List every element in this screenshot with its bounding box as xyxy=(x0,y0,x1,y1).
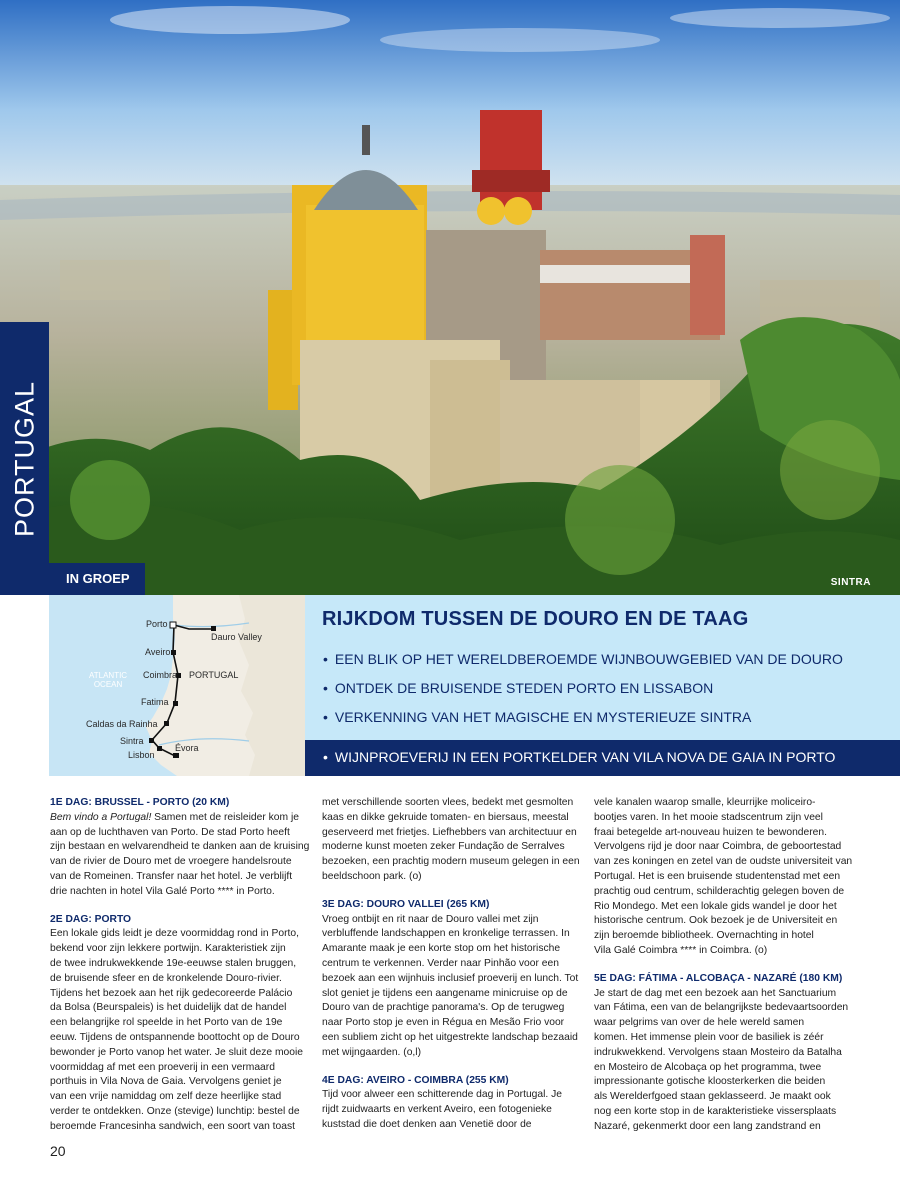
text-line: rijdt zuidwaarts en verkent Aveiro, een fotogenieke xyxy=(322,1104,552,1116)
day-4-heading: 4E DAG: AVEIRO - COIMBRA (255 KM) xyxy=(322,1074,509,1086)
itinerary-column-3 xyxy=(594,796,852,1135)
day-1-intro-italic: Bem vindo a Portugal! xyxy=(50,811,152,823)
text-line: Tijd voor alweer een schitterende dag in Portugal. Je xyxy=(322,1089,563,1101)
map-sea-line-1: ATLANTIC xyxy=(89,671,128,680)
map-sea-label xyxy=(89,671,127,689)
text-line: verder te ontdekken. Onze (stevige) lunchtip: bestel de xyxy=(50,1105,300,1117)
text-line: beeldschoon park. (o) xyxy=(322,870,422,882)
country-label: PORTUGAL xyxy=(9,380,39,537)
text-line: Portugal. Het is een bruisende studentenstad met een xyxy=(594,870,841,882)
tour-title: RIJKDOM TUSSEN DE DOURO EN DE TAAG xyxy=(322,608,749,630)
day-2-heading: 2E DAG: PORTO xyxy=(50,913,132,925)
text-line: Amarante maak je een korte stop om het historische xyxy=(322,943,561,955)
highlights-panel xyxy=(305,595,900,776)
text-line: waar pelgrims van over de hele wereld samen xyxy=(594,1017,805,1029)
highlight-item: • VERKENNING VAN HET MAGISCHE EN MYSTERIEUZE SINTRA xyxy=(323,709,751,725)
text-line: zijn bestaan en welvarendheid te danken aan de kruising xyxy=(50,841,310,853)
text-line: historische centrum. Ook bezoek je de Universiteit en xyxy=(594,915,838,927)
text-line: geserveerd met frietjes. Liefhebbers van architectuur en xyxy=(322,826,577,838)
text-line: eeuw. Tijdens de ontspannende boottocht op de Douro xyxy=(50,1031,300,1043)
highlight-bar-text: • WIJNPROEVERIJ IN EEN PORTKELDER VAN VILA NOVA DE GAIA IN PORTO xyxy=(323,749,835,765)
itinerary-column-1 xyxy=(50,796,310,1135)
text-line: een belangrijke rol speelde in het Porto van de 19e xyxy=(50,1017,283,1029)
text-line: met verschillende soorten vlees, bedekt met gesmolten xyxy=(322,797,574,808)
highlight-item: • ONTDEK DE BRUISENDE STEDEN PORTO EN LISSABON xyxy=(323,680,713,696)
map-city-sintra: Sintra xyxy=(120,736,144,746)
map-country-label: PORTUGAL xyxy=(189,670,239,680)
highlight-bar xyxy=(305,740,900,776)
in-group-badge: IN GROEP xyxy=(49,563,145,595)
text-line: beroemde Francesinha sandwich, een soort van toast xyxy=(50,1120,295,1132)
map-city-porto: Porto xyxy=(146,619,168,629)
day-3-heading: 3E DAG: DOURO VALLEI (265 KM) xyxy=(322,898,490,910)
text-line: Vroeg ontbijt en rit naar de Douro vallei met zijn xyxy=(322,913,539,925)
text-line: en Mosteiro de Alcobaça op het programma, twee xyxy=(594,1061,822,1073)
text-line: bekend voor zijn lekkere portwijn. Karakteristiek zijn xyxy=(50,943,286,955)
day-1-heading: 1E DAG: BRUSSEL - PORTO (20 KM) xyxy=(50,797,230,808)
map-city-fatima: Fatima xyxy=(141,697,169,707)
text-line: naar Porto stop je even in Régua en Mesão Frio voor xyxy=(322,1017,565,1029)
map-city-douro: Dauro Valley xyxy=(211,632,262,642)
text-line: fraai betegelde art-nouveau huizen te bewonderen. xyxy=(594,826,827,838)
itinerary-column-2 xyxy=(322,796,580,1133)
text-line: nog een korte stop in de karakteristieke vissersplaats xyxy=(594,1105,837,1117)
text-line: vele kanalen waarop smalle, kleurrijke moliceiro- xyxy=(594,797,816,808)
text-line: zijn beroemde bibliotheek. Overnachting in hotel xyxy=(594,930,814,942)
map-city-coimbra: Coimbra xyxy=(143,670,178,680)
country-side-tab xyxy=(0,322,49,595)
map-city-caldas: Caldas da Rainha xyxy=(86,719,158,729)
page-number: 20 xyxy=(50,1143,66,1159)
text-line: kaas en dikke gekruide tomaten- en biersaus, meestal xyxy=(322,811,569,823)
text-line: komen. Het immense plein voor de basiliek is zéér xyxy=(594,1031,824,1043)
text-line: Je start de dag met een bezoek aan het Sanctuarium xyxy=(594,987,837,999)
day-5-heading: 5E DAG: FÁTIMA - ALCOBAÇA - NAZARÉ (180 KM) xyxy=(594,972,843,984)
text-line: Rio Mondego. Met een lokale gids wandel je door het xyxy=(594,900,837,912)
text-line: centrum te verkennen. Verder naar Pinhão voor een xyxy=(322,957,559,969)
text-line: Een lokale gids leidt je deze voormiddag rond in Porto, xyxy=(50,928,299,940)
text-line: Tijdens het bezoek aan het rijk gedecoreerde Palácio xyxy=(50,987,293,999)
text-line: van de Romeinen. Transfer naar het hotel. Je verblijft xyxy=(50,870,293,882)
text-line: een subliem zicht op het uitgestrekte landschap bezaaid xyxy=(322,1031,578,1043)
highlight-item: • EEN BLIK OP HET WERELDBEROEMDE WIJNBOUWGEBIED VAN DE DOURO xyxy=(323,651,843,667)
day-1-intro xyxy=(50,811,299,826)
text-line: verbluffende landschappen en kronkelige terrassen. In xyxy=(322,928,570,940)
map-city-aveiro: Aveiro xyxy=(145,647,171,657)
text-line: drie nachten in hotel Vila Galé Porto **** in Porto. xyxy=(50,885,275,897)
text-line: de bruisende sfeer en de kronkelende Douro-rivier. xyxy=(50,972,282,984)
text-line: Nazaré, gekenmerkt door een lang zandstrand en xyxy=(594,1120,821,1132)
map-sea-line-2: OCEAN xyxy=(93,680,123,689)
text-line: van de rivier de Douro met de vroegere handelsroute xyxy=(50,856,292,868)
text-line: met wijngaarden. (o,l) xyxy=(322,1046,422,1058)
text-line: slot geniet je tijdens een aangename minicruise op de xyxy=(322,987,568,999)
text-line: impressionante gotische kloosterkerken die beiden xyxy=(594,1076,826,1088)
text-line: indrukwekkend. Vervolgens staan Mosteiro da Batalha xyxy=(594,1046,842,1058)
text-line: van zes koningen en zetel van de oudste universiteit van xyxy=(594,856,853,868)
text-line: Vervolgens rijd je door naar Coimbra, de geboortestad xyxy=(594,841,842,853)
text-line: de twee indrukwekkende 19e-eeuwse stalen bruggen, xyxy=(50,957,297,969)
text-line: bezoeken, een prachtig modern museum gelegen in een xyxy=(322,856,580,868)
text-line: da Bolsa (Beurspaleis) is het duidelijk dat de handel xyxy=(50,1002,287,1014)
map-city-evora: Évora xyxy=(175,743,199,753)
text-line: porthuis in Vila Nova de Gaia. Vervolgens geniet je xyxy=(50,1076,282,1088)
photo-caption: SINTRA xyxy=(830,577,871,588)
map-city-lisbon: Lisbon xyxy=(128,750,155,760)
text-line: bewonder je Porto vanop het water. Je sluit deze mooie xyxy=(50,1046,303,1058)
text-line: van Fátima, een van de belangrijkste bedevaartsoorden xyxy=(594,1002,849,1014)
text-line: aan op de luchthaven van Porto. De stad Porto heeft xyxy=(50,826,290,838)
route-map xyxy=(49,595,305,776)
text-line: bootjes varen. In het mooie stadscentrum zijn veel xyxy=(594,811,823,823)
text-line: bezoek aan een wijnhuis inclusief proeverij en lunch. Tot xyxy=(322,972,579,984)
text-line: moderne kunst moeten zeker Fundação de Serralves xyxy=(322,841,565,853)
text-line: prachtig oud centrum, schilderachtig gelegen boven de xyxy=(594,885,845,897)
text-line: Douro van de prachtige panorama's. Op de terugweg xyxy=(322,1002,565,1014)
text-line: kuststad die doet denken aan Venetië door de xyxy=(322,1118,532,1130)
day-1-intro-rest: Samen met de reisleider kom je xyxy=(151,811,299,823)
text-line: Vila Galé Coimbra **** in Coimbra. (o) xyxy=(594,944,768,956)
text-line: van een vrije namiddag om zelf deze heerlijke stad xyxy=(50,1091,282,1103)
text-line: voormiddag af met een proeverij in een vermaard xyxy=(50,1061,275,1073)
text-line: als Werelderfgoed staan geklasseerd. Je maakt ook xyxy=(594,1091,831,1103)
